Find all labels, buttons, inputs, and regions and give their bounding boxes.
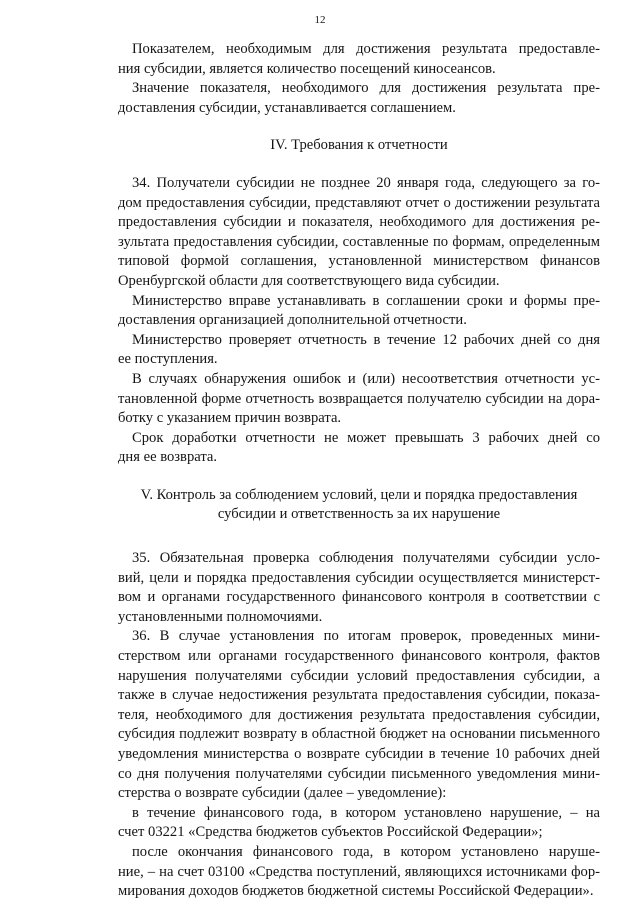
text-line: стерства о возврате субсидии (далее – уведомление): xyxy=(118,785,447,802)
paragraph-35 xyxy=(118,549,600,627)
text-line: ботку с указанием причин возврата. xyxy=(118,410,342,427)
text-line: Срок доработки отчетности не может превышать 3 рабочих дней со xyxy=(132,429,600,446)
text-line: Значение показателя, необходимого для достижения результата пре- xyxy=(132,80,600,97)
text-line: мирования доходов бюджетов бюджетной системы Российской Федерации». xyxy=(118,883,594,900)
text-line: предоставления субсидии и показателя, необходимого для достижения ре- xyxy=(118,214,600,231)
heading-line: субсидии и ответственность за их нарушение xyxy=(217,506,501,523)
text-line: доставления организацией дополнительной отчетности. xyxy=(118,312,467,329)
text-line: тановленной форме отчетность возвращается получателю субсидии на дора- xyxy=(118,390,600,407)
text-line: 35. Обязательная проверка соблюдения получателями субсидии усло- xyxy=(132,550,600,567)
text-line: типовой формой соглашения, установленной министерством финансов xyxy=(118,253,600,270)
text-line: доставления субсидии, устанавливается соглашением. xyxy=(118,99,456,116)
text-line: вом и органами государственного финансового контроля в соответствии с xyxy=(118,589,600,606)
text-line: В случаях обнаружения ошибок и (или) несоответствия отчетности ус- xyxy=(132,370,600,387)
text-line: установленными полномочиями. xyxy=(118,608,323,625)
heading-line: V. Контроль за соблюдением условий, цели и порядка предоставления xyxy=(140,486,578,503)
paragraph-34-deadline xyxy=(118,429,600,468)
text-line: вий, цели и порядка предоставления субсидии осуществляется министерст- xyxy=(118,569,600,586)
page-number: 12 xyxy=(314,14,326,26)
section-heading-control xyxy=(118,486,600,525)
text-line: дня ее возврата. xyxy=(118,449,218,466)
paragraph-36 xyxy=(118,627,600,803)
text-line: теля, необходимого для достижения результата предоставления субсидии, xyxy=(118,706,600,723)
text-line: ние, – на счет 03100 «Средства поступлений, являющихся источниками фор- xyxy=(118,863,600,880)
text-line: зультата предоставления субсидии, составленные по формам, определенным xyxy=(118,233,600,250)
paragraph-34-forms xyxy=(118,292,600,331)
paragraph-indicator xyxy=(118,40,600,79)
document-body xyxy=(118,40,600,902)
paragraph-36-current-year xyxy=(118,804,600,843)
text-line: после окончания финансового года, в котором установлено наруше- xyxy=(132,843,600,860)
text-line: 36. В случае установления по итогам проверок, проведенных мини- xyxy=(132,628,600,645)
text-line: уведомления министерства о возврате субсидии в течение 10 рабочих дней xyxy=(118,746,600,762)
section-heading-reporting: IV. Требования к отчетности xyxy=(270,137,448,154)
paragraph-34-check xyxy=(118,331,600,370)
text-line: субсидия подлежит возврату в областной бюджет на основании письменного xyxy=(118,726,600,743)
text-line: со дня получения получателями субсидии письменного уведомления мини- xyxy=(118,765,600,782)
paragraph-34-errors xyxy=(118,370,600,429)
text-line: также в случае недостижения результата предоставления субсидии, показа- xyxy=(118,687,600,704)
paragraph-34 xyxy=(118,174,600,292)
text-line: Министерство вправе устанавливать в соглашении сроки и формы пре- xyxy=(132,292,600,309)
paragraph-36-after-year xyxy=(118,843,600,902)
text-line: 34. Получатели субсидии не позднее 20 января года, следующего за го- xyxy=(132,174,600,191)
text-line: ее поступления. xyxy=(118,351,218,368)
text-line: счет 03221 «Средства бюджетов субъектов Российской Федерации»; xyxy=(118,824,543,841)
text-line: Министерство проверяет отчетность в течение 12 рабочих дней со дня xyxy=(132,331,600,348)
text-line: стерством или органами государственного финансового контроля, фактов xyxy=(118,648,600,665)
text-line: в течение финансового года, в котором установлено нарушение, – на xyxy=(132,804,600,821)
text-line: ния субсидии, является количество посещений киносеансов. xyxy=(118,60,496,77)
text-line: дом предоставления субсидии, представляют отчет о достижении результата xyxy=(118,194,600,211)
text-line: Показателем, необходимым для достижения результата предоставле- xyxy=(132,41,600,57)
text-line: нарушения получателями субсидии условий предоставления субсидии, а xyxy=(118,667,600,684)
paragraph-indicator-value xyxy=(118,79,600,118)
text-line: Оренбургской области для соответствующего вида субсидии. xyxy=(118,272,500,289)
